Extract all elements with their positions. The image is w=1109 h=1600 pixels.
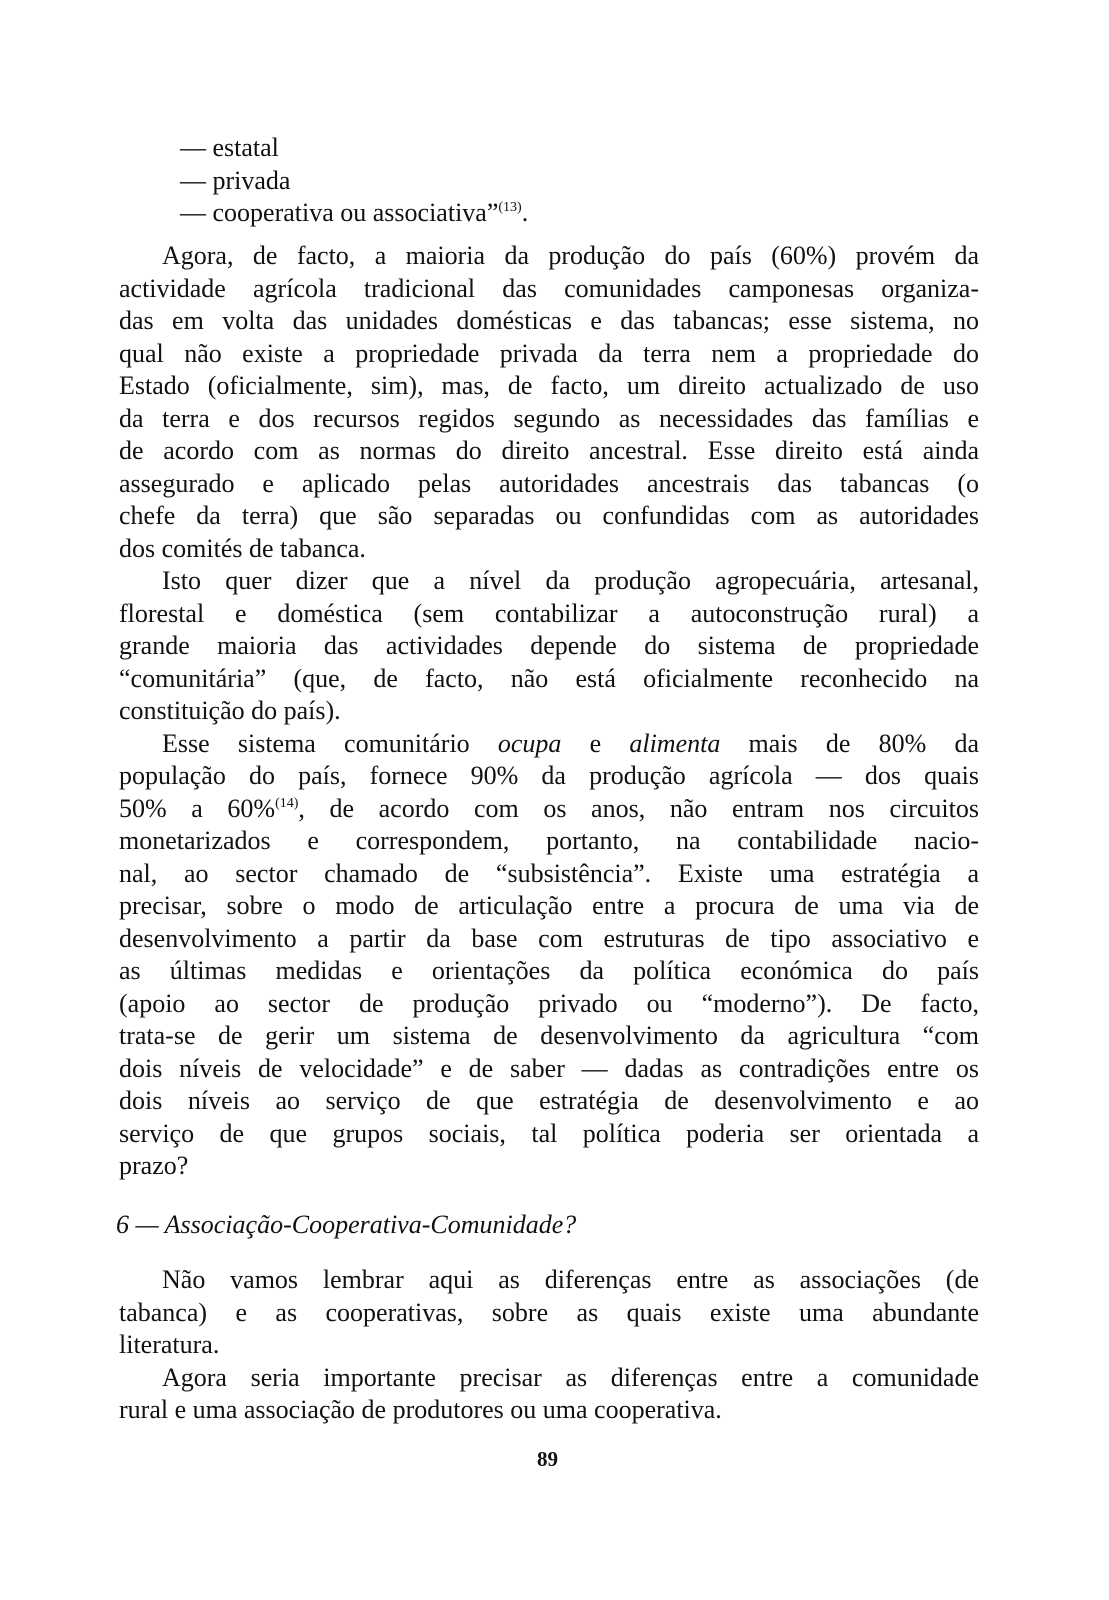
text-line: assegurado e aplicado pelas autoridades ancestrais das tabancas (o: [119, 468, 979, 498]
text-line: dois níveis de velocidade” e de saber — dadas as contradições entre os: [119, 1053, 979, 1083]
list-item-text: — cooperativa ou associativa”: [180, 198, 499, 227]
text-line: Estado (oficialmente, sim), mas, de facto, um direito actualizado de uso: [119, 371, 979, 400]
text-line: rural e uma associação de produtores ou uma cooperativa.: [119, 1395, 722, 1424]
text-line: de acordo com as normas do direito ancestral. Esse direito está ainda: [119, 436, 979, 465]
list-item: — estatal: [180, 133, 279, 162]
text-line: actividade agrícola tradicional das comunidades camponesas organiza-: [119, 273, 979, 303]
footnote-ref: (13): [498, 200, 522, 215]
text-line: nal, ao sector chamado de “subsistência”. Existe uma estratégia a: [119, 858, 979, 888]
text-line: Agora, de facto, a maioria da produção do país (60%) provém da: [162, 241, 979, 270]
footnote-ref: (14): [275, 795, 299, 811]
text-line: Agora seria importante precisar as diferenças entre a comunidade: [162, 1362, 979, 1392]
text-line: grande maioria das actividades depende do sistema de propriedade: [119, 631, 979, 660]
bullet-list: [180, 132, 528, 230]
text-line: serviço de que grupos sociais, tal política poderia ser orientada a: [119, 1118, 979, 1148]
text-line: desenvolvimento a partir da base com estruturas de tipo associativo e: [119, 923, 979, 953]
text-line: as últimas medidas e orientações da política económica do país: [119, 956, 979, 985]
text-line: tabanca) e as cooperativas, sobre as quais existe uma abundante: [119, 1297, 979, 1327]
text-line: trata-se de gerir um sistema de desenvolvimento da agricultura “com: [119, 1021, 979, 1050]
text-line: “comunitária” (que, de facto, não está oficialmente reconhecido na: [119, 663, 979, 693]
section-heading: 6 — Associação-Cooperativa-Comunidade?: [116, 1210, 577, 1239]
text-line: (apoio ao sector de produção privado ou “moderno”). De facto,: [119, 988, 979, 1018]
list-item: [180, 197, 528, 230]
text-line: prazo?: [119, 1151, 189, 1180]
text-line: população do país, fornece 90% da produção agrícola — dos quais: [119, 761, 979, 790]
text-line: Isto quer dizer que a nível da produção agropecuária, artesanal,: [162, 566, 979, 595]
text-line: constituição do país).: [119, 696, 341, 725]
text-line: qual não existe a propriedade privada da terra nem a propriedade do: [119, 338, 979, 368]
text-line: Esse sistema comunitário ocupa e alimenta mais de 80% da: [162, 728, 979, 758]
page-number: 89: [537, 1447, 558, 1471]
text-line: Não vamos lembrar aqui as diferenças entre as associações (de: [162, 1265, 979, 1294]
body-text: [119, 240, 979, 1183]
list-item: — privada: [180, 165, 291, 195]
list-item-text: .: [521, 198, 529, 227]
text-line: florestal e doméstica (sem contabilizar a autoconstrução rural) a: [119, 598, 979, 628]
text-line: dos comités de tabanca.: [119, 533, 366, 563]
text-line: literatura.: [119, 1330, 220, 1359]
text-line: da terra e dos recursos regidos segundo as necessidades das famílias e: [119, 403, 979, 433]
text-line: dois níveis ao serviço de que estratégia de desenvolvimento e ao: [119, 1086, 979, 1115]
text-line: monetarizados e correspondem, portanto, na contabilidade nacio-: [119, 826, 979, 855]
text-line: 50% a 60%$^{(14)}$, de acordo com os anos, não entram nos circuitos: [119, 793, 979, 823]
text-line: precisar, sobre o modo de articulação entre a procura de uma via de: [119, 891, 979, 920]
body-text-2: [119, 1264, 979, 1427]
text-line: chefe da terra) que são separadas ou confundidas com as autoridades: [119, 501, 979, 530]
text-line: das em volta das unidades domésticas e das tabancas; esse sistema, no: [119, 306, 979, 335]
